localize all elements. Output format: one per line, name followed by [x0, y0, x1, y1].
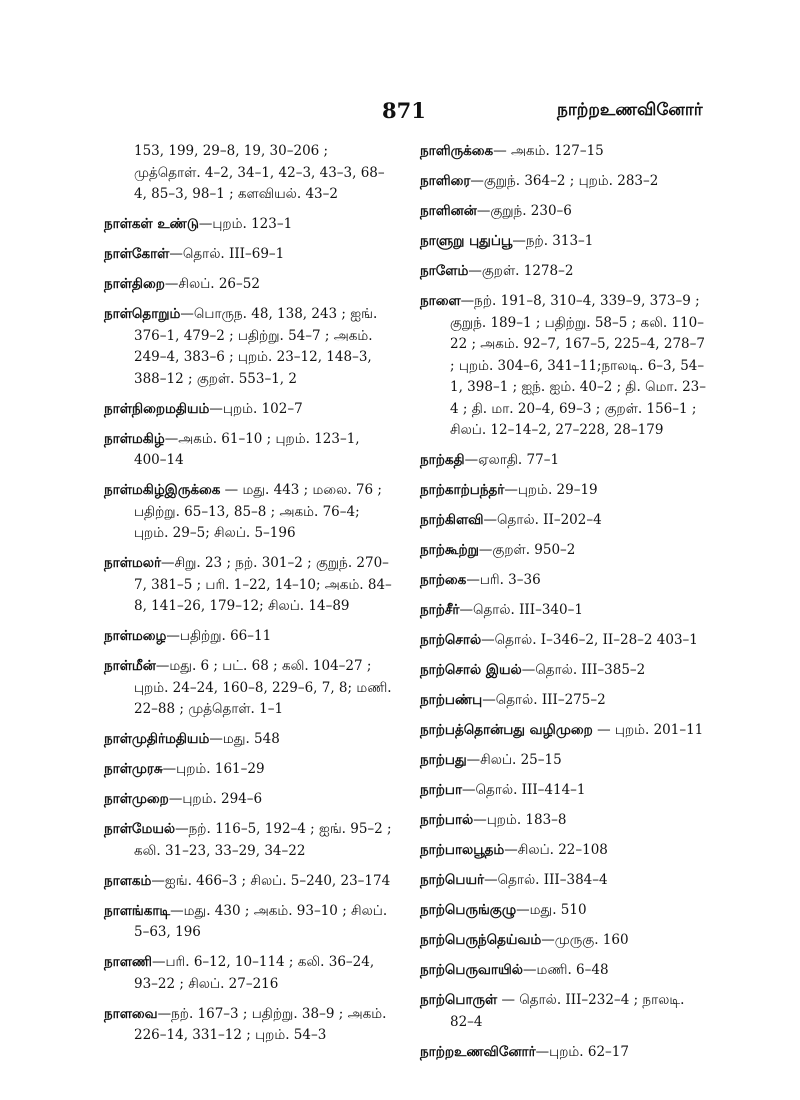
index-entry — [420, 201, 712, 223]
entry-references: —மது. 510 — [516, 902, 587, 918]
entry-headword: நாளகம் — [104, 872, 152, 889]
entry-references: —மது. 548 — [209, 731, 280, 747]
entry-headword: நாள்மலர் — [104, 555, 162, 571]
entry-headword: நாளவை — [104, 1005, 158, 1022]
index-entry — [104, 429, 392, 472]
index-entry — [420, 690, 712, 712]
index-entry — [420, 1042, 712, 1064]
entry-references: —மது. 430 ; அகம். 93–10 ; சிலப். 5–63, 196 — [134, 902, 388, 940]
index-entry — [420, 141, 712, 163]
index-entry — [104, 656, 392, 721]
entry-references: —குறுந். 230–6 — [476, 203, 572, 219]
entry-references: —பொருந. 48, 138, 243 ; ஐங். 376–1, 479–2 ; பதிற்று. 54–7 ; அகம். 249–4, 383–6 ; புறம். 23–12, 148–3, 388–12 ; குறள். 553–1, 2 — [134, 306, 378, 387]
entry-headword: நாள்மகிழ் — [104, 430, 165, 447]
entry-headword: நாளேம் — [420, 263, 469, 279]
entry-references: —புறம். 123–1 — [198, 216, 293, 232]
entry-references: —சிலப். 22–108 — [504, 842, 608, 858]
index-entry — [420, 510, 712, 532]
index-entry — [420, 750, 712, 772]
entry-headword: நாளிருக்கை — [420, 143, 494, 159]
index-entry — [420, 231, 712, 253]
index-entry — [420, 780, 712, 802]
index-entry — [420, 870, 712, 892]
entry-headword: நாற்சொல் இயல் — [420, 662, 522, 678]
entry-headword: நாள்மழை — [104, 628, 167, 644]
index-entry — [104, 626, 392, 648]
index-entry — [420, 900, 712, 922]
entry-references: —குறுந். 364–2 ; புறம். 283–2 — [470, 173, 659, 189]
entry-references: — தொல். III–232–4 ; நாலடி. 82–4 — [450, 992, 685, 1030]
entry-references: —சிறு. 23 ; நற். 301–2 ; குறுந். 270–7, 381–5 ; பரி. 1–22, 14–10; அகம். 84–8, 141–26, 179–12; சிலப். 14–89 — [134, 555, 392, 614]
entry-references: —நற். 116–5, 192–4 ; ஐங். 95–2 ; கலி. 31–23, 33–29, 34–22 — [134, 821, 392, 859]
entry-references: —புறம். 294–6 — [168, 791, 263, 807]
entry-headword: நாள்மகிழ்இருக்கை — [104, 482, 221, 498]
entry-headword: நாள்கள் உண்டு — [104, 216, 199, 232]
entry-headword: நாற்கூற்று — [420, 542, 479, 558]
entry-references: —நற். 191–8, 310–4, 339–9, 373–9 ; குறுந். 189–1 ; பதிற்று. 58–5 ; கலி. 110–22 ; அகம். 92–7, 167–5, 225–4, 278–7 ; புறம். 304–6, 341–11;நாலடி. 6–3, 54–1, 398–1 ; ஐந். ஐம். 40–2 ; தி. மொ. 23–4 ; தி. மா. 20–4, 69–3 ; குறள். 156–1 ; சிலப். 12–14–2, 27–228, 28–179 — [450, 293, 706, 438]
entry-headword: நாளணி — [104, 954, 152, 970]
entry-references: —தொல். III–340–1 — [459, 602, 583, 618]
entry-references: —சிலப். 26–52 — [164, 276, 260, 292]
entry-headword: நாற்றஉணவினோர் — [420, 1043, 536, 1060]
entry-references: —தொல். I–346–2, II–28–2 403–1 — [481, 632, 698, 648]
entry-headword: நாற்பெருங்குழு — [420, 902, 517, 918]
entry-headword: நாளிரை — [420, 173, 471, 189]
entry-headword: நாற்பெருந்தெய்வம் — [420, 932, 542, 948]
entry-references: —பரி. 6–12, 10–114 ; கலி. 36–24, 93–22 ; சிலப். 27–216 — [134, 954, 375, 992]
entry-references: —தொல். III–384–4 — [484, 872, 608, 888]
entry-references: —அகம். 61–10 ; புறம். 123–1, 400–14 — [134, 430, 360, 468]
entry-headword: நாள்திறை — [104, 276, 165, 292]
index-entry — [420, 810, 712, 832]
entry-headword: நாள்கோள் — [104, 246, 170, 262]
entry-headword: நாற்பெருவாயில் — [420, 962, 524, 978]
index-entry — [420, 171, 712, 193]
entry-references: —தொல். III–69–1 — [169, 246, 285, 262]
entry-references: —புறம். 29–19 — [504, 482, 598, 498]
entry-headword: நாற்பாலபூதம் — [420, 842, 505, 858]
entry-references: —தொல். III–414–1 — [462, 782, 586, 798]
entry-references: —ஐங். 466–3 ; சிலப். 5–240, 23–174 — [151, 872, 391, 889]
entry-references: —ஏலாதி. 77–1 — [464, 452, 560, 468]
entry-references: — புறம். 201–11 — [592, 722, 704, 738]
entry-headword: நாள்முதிர்மதியம் — [104, 731, 210, 747]
index-entry — [420, 630, 712, 652]
entry-references: —பதிற்று. 66–11 — [166, 628, 272, 644]
index-entry — [420, 840, 712, 862]
entry-references: —புறம். 62–17 — [535, 1043, 629, 1060]
index-entry — [104, 759, 392, 781]
entry-references: —புறம். 183–8 — [473, 812, 567, 828]
entry-headword: நாள்முரசு — [104, 761, 163, 777]
entry-references: —தொல். III–385–2 — [521, 662, 646, 678]
entry-headword: நாற்சொல் — [420, 632, 482, 648]
entry-references: —குறள். 1278–2 — [468, 263, 574, 279]
index-entry — [420, 720, 712, 742]
entry-references: —தொல். III–275–2 — [482, 692, 606, 708]
entry-headword: நாளங்காடி — [104, 902, 171, 919]
entry-headword: நாள்முறை — [104, 791, 169, 807]
entry-references: —சிலப். 25–15 — [466, 752, 562, 768]
index-entry — [420, 480, 712, 502]
index-entry — [420, 291, 712, 442]
entry-headword: நாள்மேயல் — [104, 821, 176, 837]
entry-headword: நாற்கிளவி — [420, 512, 484, 528]
entry-headword: நாற்பது — [420, 752, 467, 768]
index-entry — [420, 990, 712, 1033]
index-entry — [420, 960, 712, 982]
entry-references: —மணி. 6–48 — [523, 962, 609, 978]
entry-headword: நாற்பொருள் — [420, 992, 498, 1008]
page-number: 871 — [382, 98, 426, 123]
entry-references: —குறள். 950–2 — [478, 542, 576, 558]
right-column — [420, 141, 712, 1072]
index-entry — [104, 729, 392, 751]
entry-headword: நாற்பா — [420, 782, 463, 798]
entry-headword: நாற்கதி — [420, 452, 465, 468]
index-entry — [104, 274, 392, 296]
running-head: நாற்றஉணவினோர் — [557, 100, 703, 120]
entry-headword: நாளுறு புதுப்பூ — [420, 233, 513, 249]
index-entry — [104, 304, 392, 390]
entry-headword: நாற்பால் — [420, 812, 474, 828]
entry-references: —மது. 6 ; பட். 68 ; கலி. 104–27 ; புறம். 24–24, 160–8, 229–6, 7, 8; மணி. 22–88 ; முத்தொள். 1–1 — [134, 658, 392, 717]
entry-headword: நாற்காற்பந்தர் — [420, 482, 505, 498]
index-entry — [104, 480, 392, 545]
entry-headword: நாள்மீன் — [104, 658, 156, 674]
index-entry — [104, 819, 392, 862]
index-entry — [104, 1004, 392, 1047]
entry-references: —பரி. 3–36 — [466, 572, 541, 588]
entry-references: —நற். 313–1 — [512, 233, 594, 249]
index-entry — [104, 141, 392, 206]
entry-headword: நாற்கை — [420, 572, 467, 588]
index-entry — [420, 570, 712, 592]
entry-references: — மது. 443 ; மலை. 76 ; பதிற்று. 65–13, 85–8 ; அகம். 76–4; புறம். 29–5; சிலப். 5–196 — [134, 482, 382, 541]
index-entry — [104, 789, 392, 811]
index-entry — [104, 553, 392, 618]
index-entry — [420, 540, 712, 562]
index-entry — [104, 399, 392, 421]
index-entry — [420, 660, 712, 682]
entry-headword: நாள்தொறும் — [104, 306, 181, 322]
index-entry — [420, 450, 712, 472]
entry-references: — அகம். 127–15 — [493, 143, 604, 159]
left-column — [104, 141, 392, 1055]
index-entry — [420, 930, 712, 952]
index-entry — [420, 261, 712, 283]
entry-headword: நாற்சீர் — [420, 602, 460, 618]
entry-headword: நாளினன் — [420, 203, 477, 219]
index-entry — [104, 901, 392, 944]
index-entry — [104, 952, 392, 995]
entry-references: —நற். 167–3 ; பதிற்று. 38–9 ; அகம். 226–14, 331–12 ; புறம். 54–3 — [134, 1005, 387, 1043]
index-entry — [104, 244, 392, 266]
entry-headword: நாள்நிறைமதியம் — [104, 400, 210, 417]
index-entry — [420, 600, 712, 622]
entry-references: —புறம். 102–7 — [209, 400, 303, 417]
entry-references: —புறம். 161–29 — [162, 761, 265, 777]
entry-references: —தொல். II–202–4 — [483, 512, 602, 528]
entry-references: 153, 199, 29–8, 19, 30–206 ; முத்தொள். 4–2, 34–1, 42–3, 43–3, 68–4, 85–3, 98–1 ; களவியல். 43–2 — [134, 143, 385, 202]
index-entry — [104, 871, 392, 893]
entry-headword: நாற்பெயர் — [420, 872, 485, 888]
entry-headword: நாற்பத்தொன்பது வழிமுறை — [420, 722, 593, 738]
entry-headword: நாற்பண்பு — [420, 692, 483, 708]
entry-references: —முருகு. 160 — [541, 932, 629, 948]
index-entry — [104, 214, 392, 236]
entry-headword: நாளை — [420, 293, 461, 309]
